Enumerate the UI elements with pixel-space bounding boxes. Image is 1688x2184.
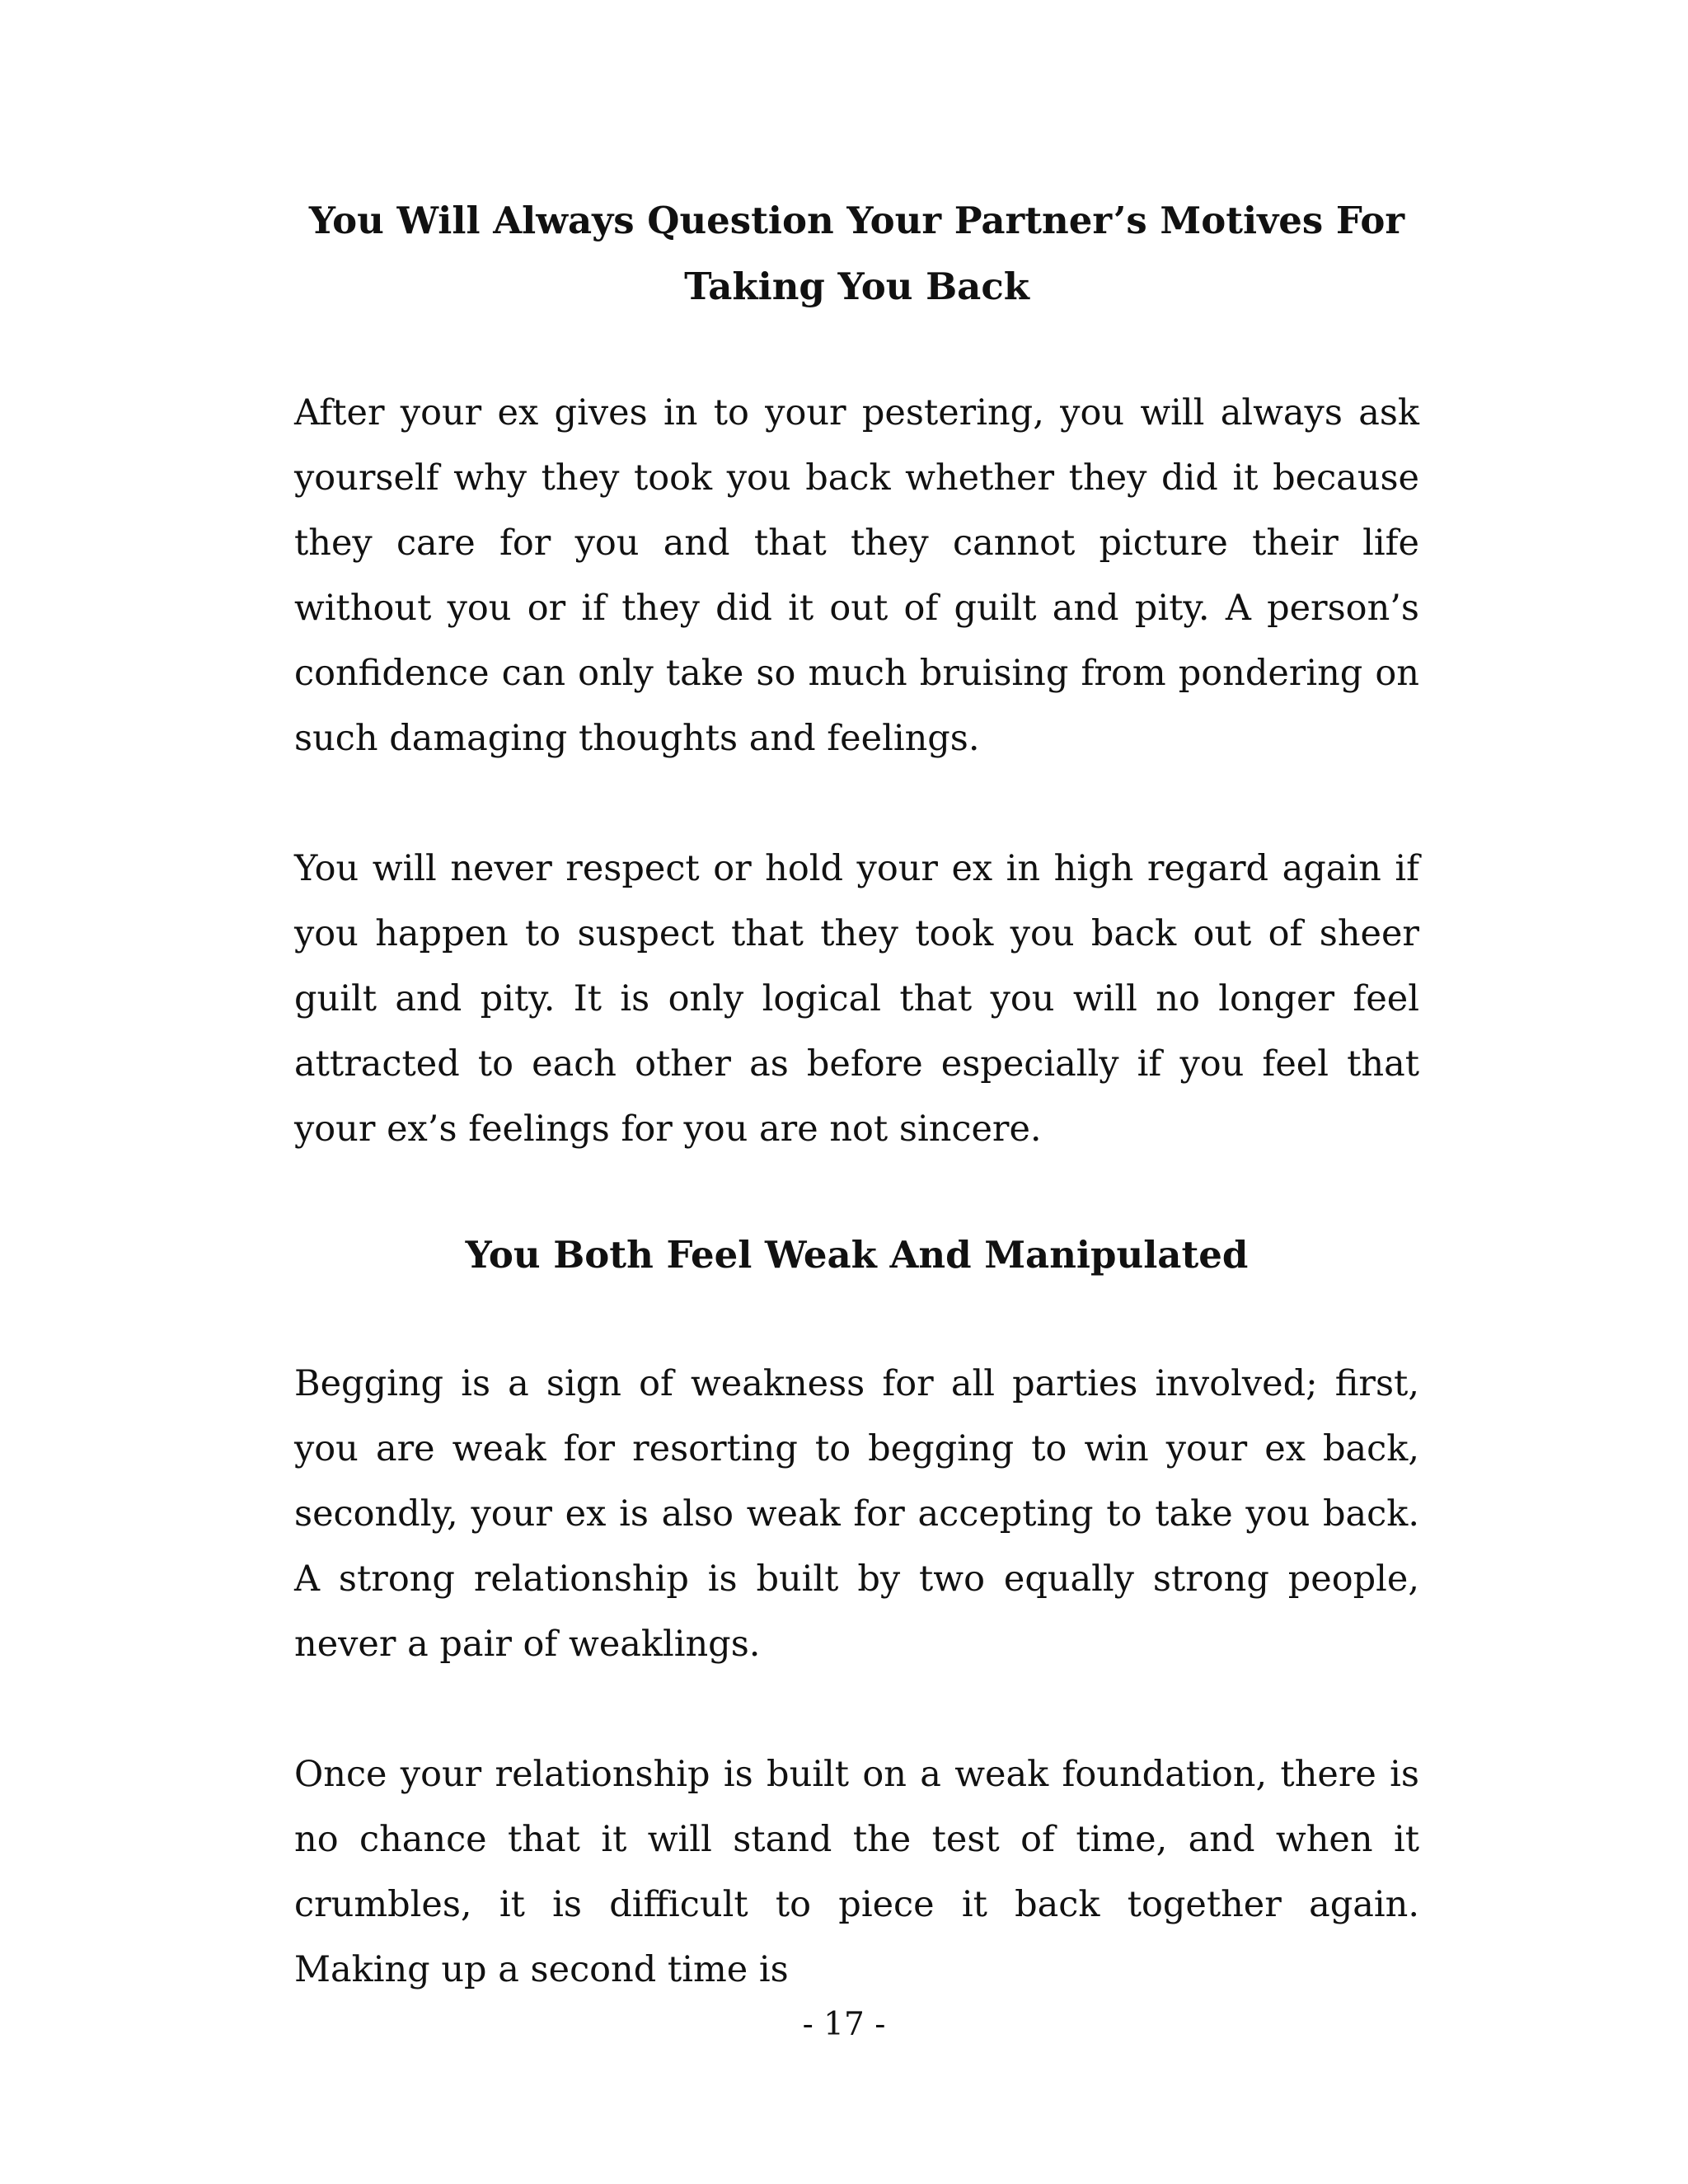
section-heading-weak-manipulated: You Both Feel Weak And Manipulated (465, 1233, 1249, 1277)
paragraph-motives-2: You will never respect or hold your ex in high regard again if you happen to suspect that they took you back out of sheer guilt and pity. It is only logical that you will no longer feel attracted to each other as before especially if you feel that your ex’s feelings for you are not sincere. (294, 848, 1419, 1150)
section-heading-motives: You Will Always Question Your Partner’s Motives For Taking You Back (308, 199, 1405, 308)
page-content (294, 188, 1419, 2003)
paragraph-weak-2: Once your relationship is built on a weak foundation, there is no chance that it will stand the test of time, and when it crumbles, it is difficult to piece it back together again. Making up a second time is (294, 1754, 1419, 1990)
paragraph-weak-1: Begging is a sign of weakness for all parties involved; first, you are weak for resorting to begging to win your ex back, secondly, your ex is also weak for accepting to take you back. A strong relationship is built by two equally strong people, never a pair of weaklings. (294, 1363, 1419, 1665)
paragraph-motives-1: After your ex gives in to your pestering, you will always ask yourself why they took you back whether they did it because they care for you and that they cannot picture their life without you or if they did it out of guilt and pity. A person’s confidence can only take so much bruising from pondering on such damaging thoughts and feelings. (294, 392, 1419, 759)
page-number: - 17 - (802, 2006, 886, 2043)
